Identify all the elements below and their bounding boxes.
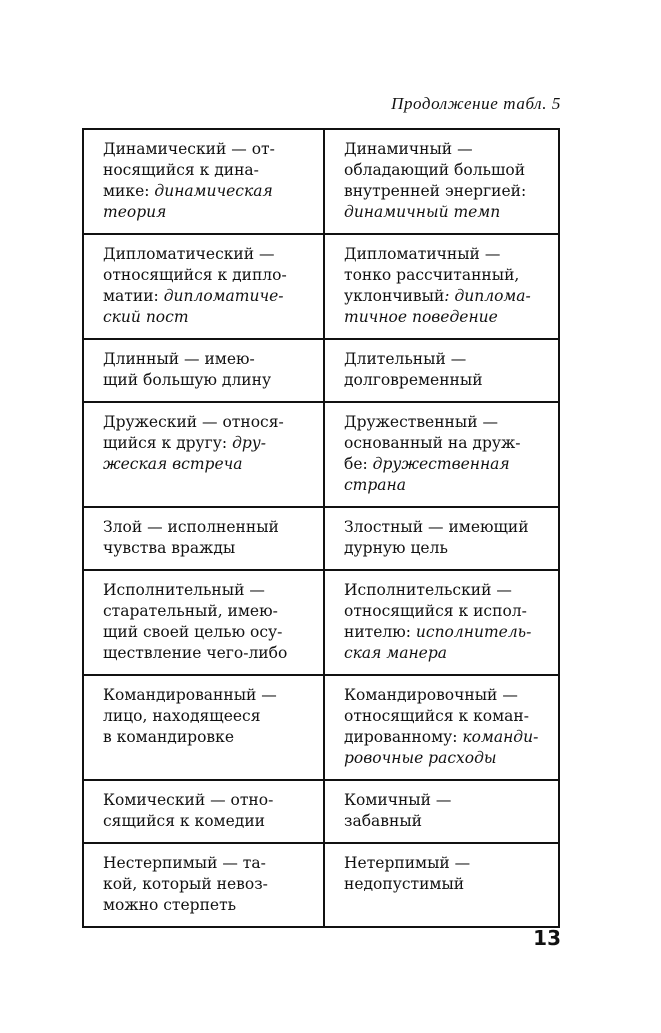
page-number: 13 — [533, 926, 561, 950]
definition-text: долговременный — [344, 371, 483, 389]
definition-text: недопустимый — [344, 875, 465, 893]
cell-line — [103, 895, 317, 916]
cell-line — [344, 517, 552, 538]
cell-line — [344, 160, 552, 181]
cell-line — [103, 517, 317, 538]
cell-line — [344, 307, 552, 328]
left-cell — [83, 402, 324, 507]
usage-example: дружественная — [372, 455, 510, 473]
usage-example: команди- — [462, 728, 539, 746]
right-cell — [324, 339, 559, 402]
usage-example: теория — [103, 203, 167, 221]
definition-text: Злостный — имеющий — [344, 518, 529, 536]
definition-text: сящийся к комедии — [103, 812, 265, 830]
cell-line — [344, 727, 552, 748]
definition-text: старательный, имею- — [103, 602, 278, 620]
right-cell — [324, 507, 559, 570]
definition-text: Дружеский — относя- — [103, 413, 284, 431]
left-cell — [83, 780, 324, 843]
left-cell — [83, 129, 324, 234]
cell-line — [103, 307, 317, 328]
cell-line — [103, 139, 317, 160]
definition-text: кой, который невоз- — [103, 875, 268, 893]
definition-text: нителю: — [344, 623, 416, 641]
definition-text: щийся к другу: — [103, 434, 233, 452]
right-cell — [324, 234, 559, 339]
cell-line — [103, 685, 317, 706]
table-row — [83, 675, 559, 780]
definition-text: Дипломатический — — [103, 245, 275, 263]
cell-line — [344, 874, 552, 895]
cell-line — [344, 454, 552, 475]
table-caption: Продолжение табл. 5 — [391, 94, 561, 113]
cell-line — [344, 202, 552, 223]
cell-line — [344, 580, 552, 601]
cell-line — [103, 706, 317, 727]
definition-text: Длительный — — [344, 350, 467, 368]
table-row — [83, 339, 559, 402]
cell-line — [344, 244, 552, 265]
definition-text: Командированный — — [103, 686, 277, 704]
definition-text: матии: — [103, 287, 164, 305]
cell-line — [344, 265, 552, 286]
cell-line — [344, 601, 552, 622]
table-row — [83, 234, 559, 339]
cell-line — [344, 139, 552, 160]
cell-line — [103, 181, 317, 202]
cell-line — [103, 874, 317, 895]
definition-text: дурную цель — [344, 539, 448, 557]
usage-example: жеская встреча — [103, 455, 243, 473]
definition-text: относящийся к коман- — [344, 707, 529, 725]
cell-line — [103, 412, 317, 433]
table-row — [83, 780, 559, 843]
usage-example: ский пост — [103, 308, 189, 326]
right-cell — [324, 843, 559, 927]
left-cell — [83, 570, 324, 675]
cell-line — [344, 748, 552, 769]
definition-text: бе: — [344, 455, 373, 473]
cell-line — [103, 244, 317, 265]
usage-example: исполнитель- — [415, 623, 532, 641]
left-cell — [83, 843, 324, 927]
definition-text: носящийся к дина- — [103, 161, 259, 179]
definition-text: Исполнительский — — [344, 581, 512, 599]
usage-example: динамичный темп — [344, 203, 501, 221]
cell-line — [103, 538, 317, 559]
right-cell — [324, 675, 559, 780]
cell-line — [344, 643, 552, 664]
cell-line — [344, 286, 552, 307]
cell-line — [103, 433, 317, 454]
cell-line — [344, 853, 552, 874]
definition-text: Злой — исполненный — [103, 518, 279, 536]
definition-text: Дружественный — — [344, 413, 498, 431]
left-cell — [83, 234, 324, 339]
definition-text: Нестерпимый — та- — [103, 854, 266, 872]
paronym-table — [82, 128, 560, 928]
cell-line — [103, 601, 317, 622]
usage-example: дру- — [232, 434, 267, 452]
definition-text: лицо, находящееся — [103, 707, 261, 725]
cell-line — [103, 811, 317, 832]
definition-text: Комический — отно- — [103, 791, 274, 809]
usage-example: дипломатиче- — [163, 287, 284, 305]
cell-line — [344, 349, 552, 370]
definition-text: относящийся к дипло- — [103, 266, 287, 284]
definition-text: основанный на друж- — [344, 434, 521, 452]
definition-text: можно стерпеть — [103, 896, 237, 914]
definition-text: тонко рассчитанный, — [344, 266, 520, 284]
definition-text: мике: — [103, 182, 155, 200]
definition-text: Нетерпимый — — [344, 854, 471, 872]
definition-text: относящийся к испол- — [344, 602, 527, 620]
table-body — [83, 129, 559, 927]
definition-text: Длинный — имею- — [103, 350, 255, 368]
usage-example: динамическая — [154, 182, 273, 200]
usage-example: ровочные расходы — [344, 749, 497, 767]
cell-line — [103, 349, 317, 370]
right-cell — [324, 570, 559, 675]
definition-text: щий своей целью осу- — [103, 623, 283, 641]
definition-text: Исполнительный — — [103, 581, 265, 599]
definition-text: Комичный — — [344, 791, 452, 809]
cell-line — [103, 580, 317, 601]
table-row — [83, 402, 559, 507]
definition-text: уклончивый — [344, 287, 445, 305]
definition-text: обладающий большой — [344, 161, 526, 179]
cell-line — [344, 433, 552, 454]
cell-line — [344, 811, 552, 832]
cell-line — [103, 643, 317, 664]
cell-line — [103, 727, 317, 748]
cell-line — [103, 160, 317, 181]
right-cell — [324, 129, 559, 234]
cell-line — [344, 706, 552, 727]
definition-text: чувства вражды — [103, 539, 236, 557]
definition-text: дированному: — [344, 728, 463, 746]
cell-line — [103, 286, 317, 307]
definition-text: Дипломатичный — — [344, 245, 501, 263]
table-row — [83, 570, 559, 675]
cell-line — [103, 622, 317, 643]
cell-line — [103, 265, 317, 286]
definition-text: Динамический — от- — [103, 140, 275, 158]
cell-line — [103, 454, 317, 475]
usage-example: ская манера — [344, 644, 448, 662]
definition-text: ществление чего-либо — [103, 644, 288, 662]
cell-line — [344, 475, 552, 496]
cell-line — [344, 412, 552, 433]
usage-example: тичное поведение — [344, 308, 498, 326]
table-row — [83, 129, 559, 234]
table-row — [83, 843, 559, 927]
left-cell — [83, 507, 324, 570]
cell-line — [344, 622, 552, 643]
cell-line — [344, 538, 552, 559]
right-cell — [324, 780, 559, 843]
definition-text: Динамичный — — [344, 140, 473, 158]
cell-line — [103, 853, 317, 874]
cell-line — [103, 790, 317, 811]
definition-text: в командировке — [103, 728, 235, 746]
right-cell — [324, 402, 559, 507]
definition-text: забавный — [344, 812, 422, 830]
definition-text: Командировочный — — [344, 686, 518, 704]
definition-text: щий большую длину — [103, 371, 272, 389]
cell-line — [103, 202, 317, 223]
cell-line — [344, 181, 552, 202]
left-cell — [83, 675, 324, 780]
cell-line — [344, 685, 552, 706]
usage-example: : диплома- — [444, 287, 531, 305]
usage-example: страна — [344, 476, 406, 494]
left-cell — [83, 339, 324, 402]
cell-line — [344, 370, 552, 391]
cell-line — [103, 370, 317, 391]
table-row — [83, 507, 559, 570]
definition-text: внутренней энергией: — [344, 182, 527, 200]
cell-line — [344, 790, 552, 811]
